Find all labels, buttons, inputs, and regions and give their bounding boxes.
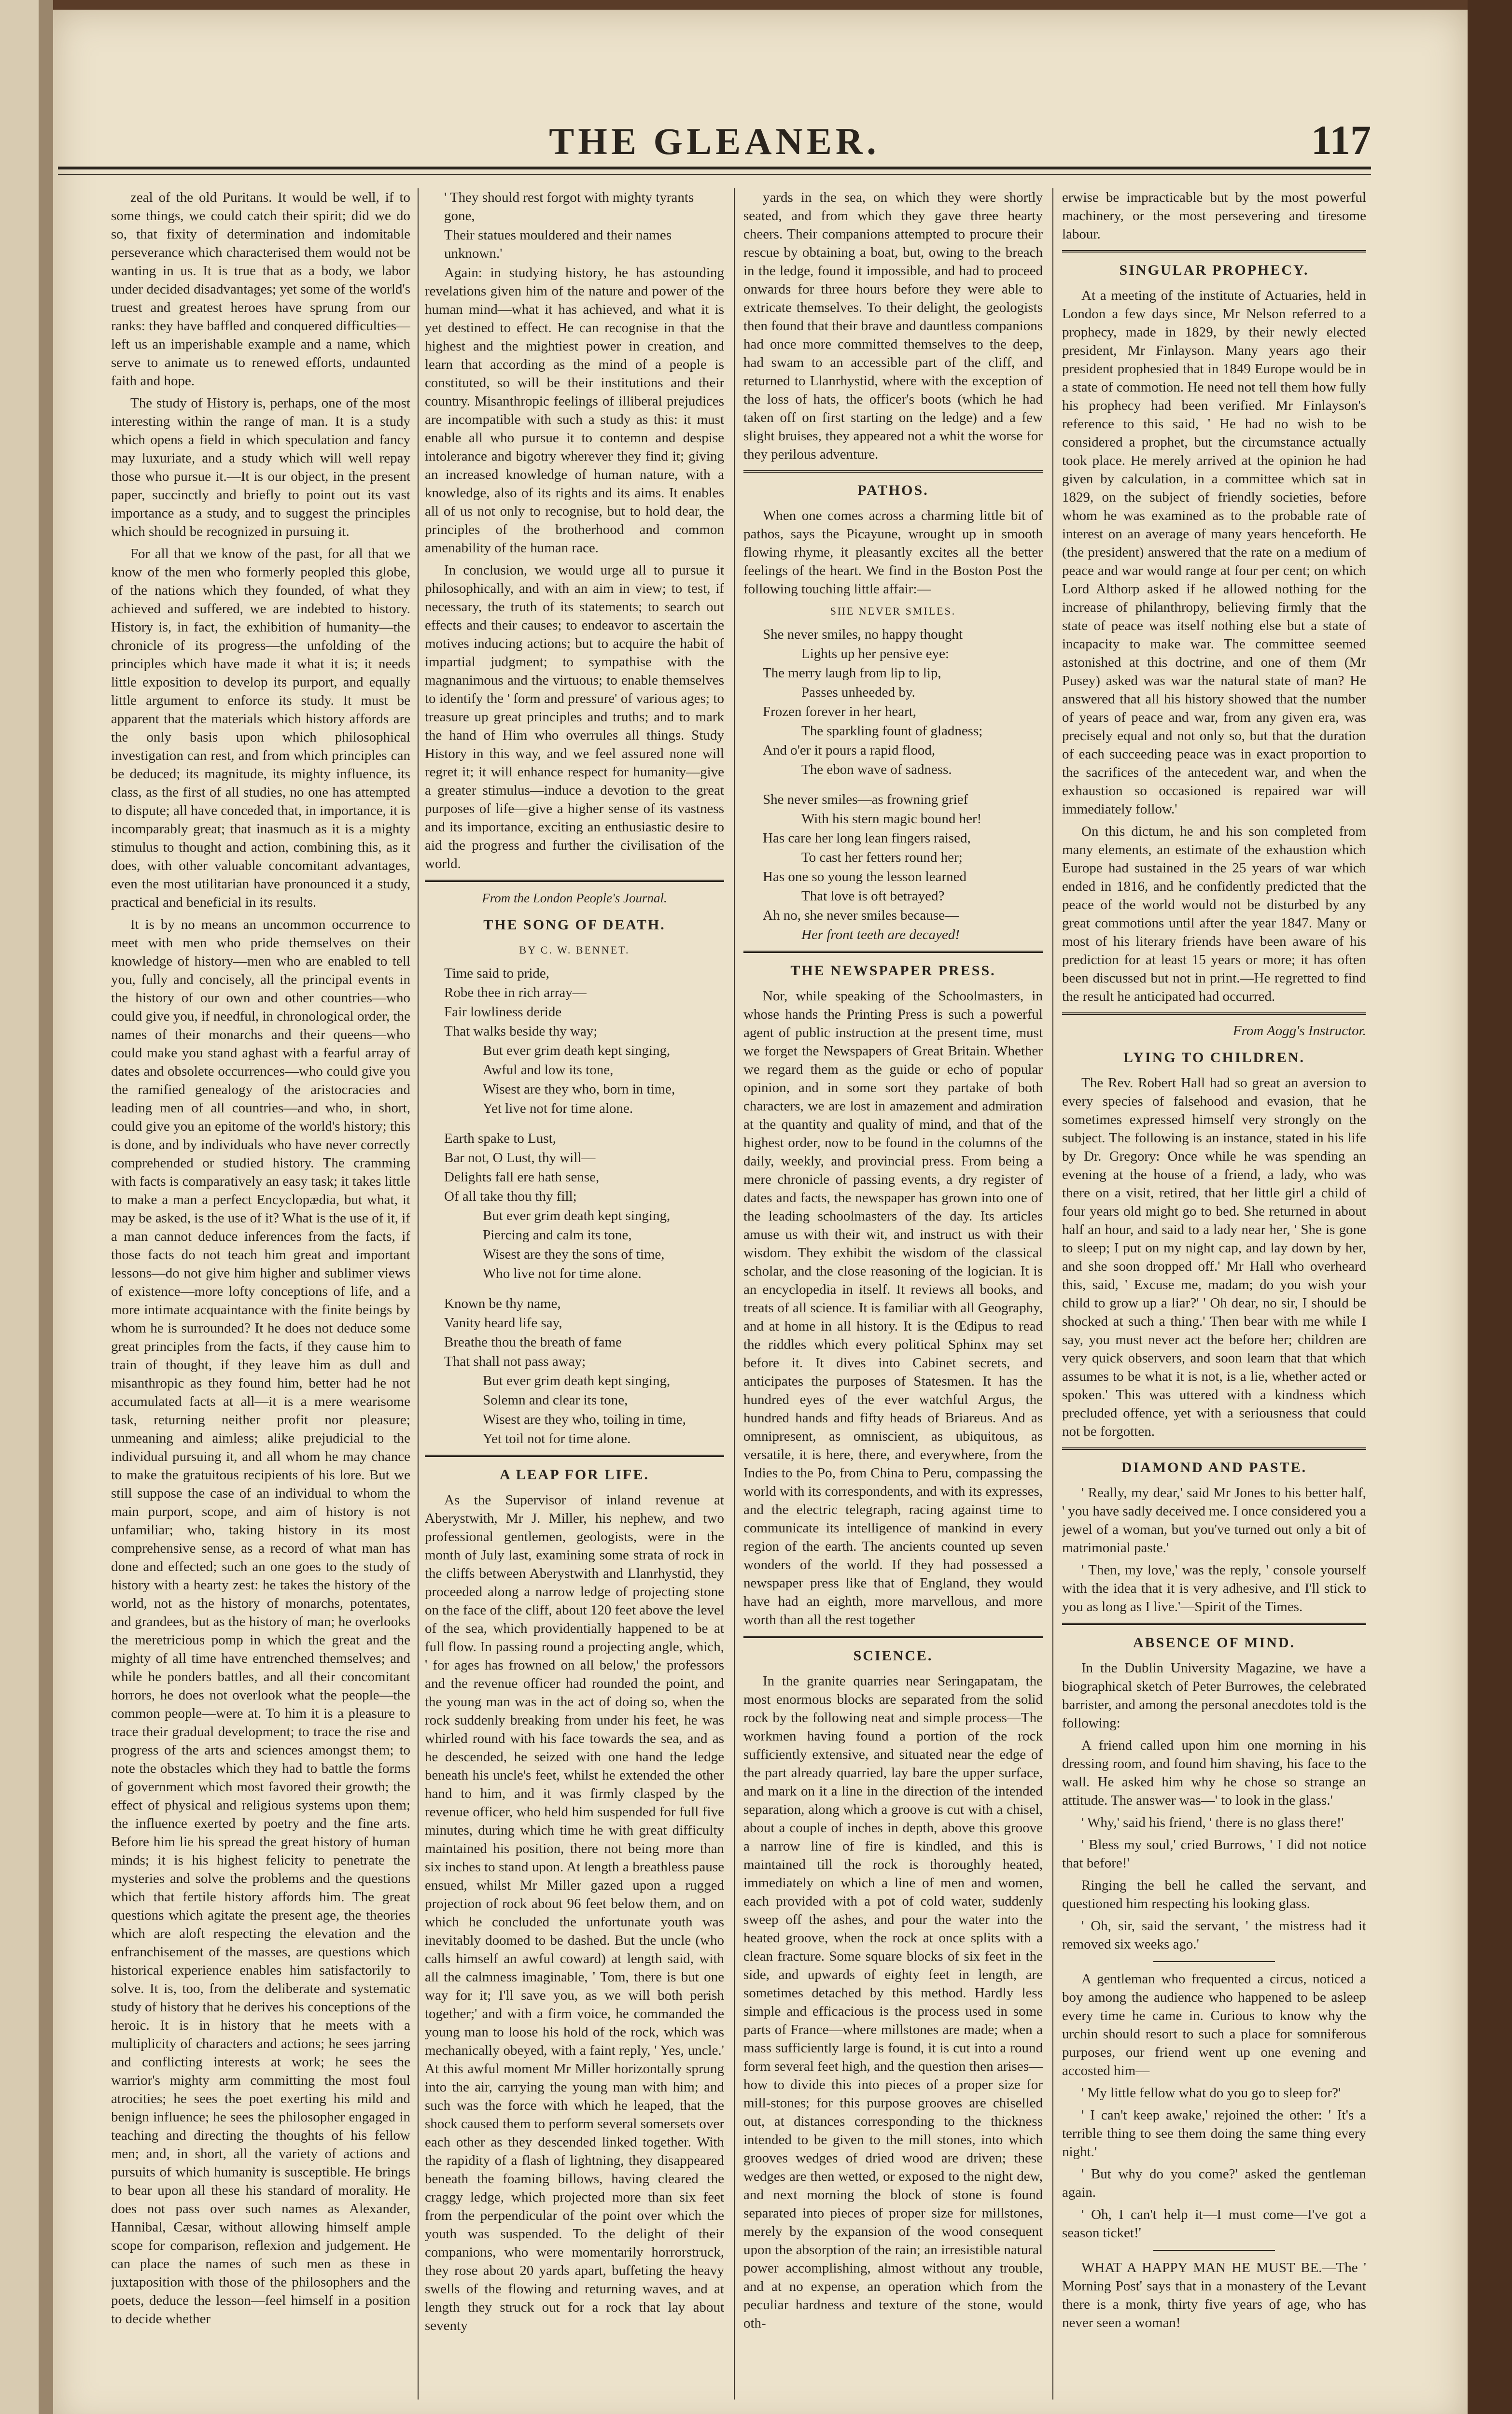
poem-line: Time said to pride, [444,966,550,981]
column-divider [1052,188,1053,2400]
paragraph: yards in the sea, on which they were shortly seated, and from which they gave three hearty cheers. Their companions attempted to procure their rescue by obtaining a boat, but, owing to the breach in the ledge, found it impossible, and had to proceed onwards for three hours before they were able to extricate themselves. To their delight, the geologists then found that their brave and dauntless companions had once more committed themselves to the deep, had swam to an accessible part of the cliff, and returned to Llanrhystid, where with the exception of the loss of hats, the officer's boots (which he had taken off on first starting on the ledge) and a few slight bruises, they appeared not a whit the worse for they perilous adventure. [743,190,1043,462]
poem-line: Has care her long lean fingers raised, [763,830,971,846]
poem-line: Known be thy name, [444,1296,561,1311]
paragraph: Again: in studying history, he has astounding revelations given him of the nature and power of the human mind—what it has achieved, and what it is yet destined to effect. He can recognise in that the highest and the mightiest power in creation, and learn that according as the mind of a people is constituted, so will be their institutions and their country. Misanthropic feelings of illiberal prejudices are incompatible with such a study as this: it must enable all who pursue it to contemn and despise intolerance and bigotry wherever they find it; giving an increased knowledge of human nature, with a knowledge, also of its rights and its aims. It enables all of us not only to recognise, but to hold dear, the principles of the brotherhood and common amenability of the human race. [425,265,724,556]
paragraph: It is by no means an uncommon occurrence to meet with men who pride themselves on their knowledge of history—men who are enabled to tell you, fully and concisely, all the principal events in the history of our own and other countries—who could give you, if needful, in chronological order, the names of their monarchs and their queens—who could make you stand aghast with a fearful array of dates and obsolete occurrences—who could give you the ramified genealogy of the aristocracies and leading men of all countries—and who, in short, could give you an epitome of the world's history; this is done, and by individuals who have never correctly comprehended or studied history. The cramming with facts is comparatively an easy task; it takes little to make a man a perfect Encyclopædia, but what, it may be asked, is the use of it? What is the use of it, if a man cannot deduce inferences from the facts, if those facts do not teach him great and important lessons—do not give him higher and sublimer views of existence—more lofty conceptions of life, and a more intimate acquaintance with the finite beings by whom he is surrounded? It he does not deduce some great principles from the facts, if they cause him to train of thought, if they leave him as dull and misanthropic as they found him, better had he not accumulated facts at all—it is a mere wearisome task, returning neither profit nor pleasure; unmeaning and aimless; alike prejudicial to the individual pursuing it, and all whom he may chance to make the gratuitous recipients of his lore. But we still suppose the case of an individual to whom the main purport, scope, and aim of history is not unfamiliar; who, taking history in its most comprehensive sense, as a record of what man has done and effected; such an one goes to the study of history with a hearty zest: he takes the history of the world, not as the history of monarchs, potentates, and grandees, but as the history of man; he overlooks the meretricious pomp in which the great and the mighty of all time have entrenched themselves; and while he ponders battles, and all their concomitant horrors, he does not overlook what the people—the common people—were at. To him it is a pleasure to trace their gradual development; to trace the rise and progress of the arts and sciences amongst them; to note the obstacles which they had to battle the forms of government which most favored their growth; the effect of physical and religious systems upon them; the influence exerted by poetry and the fine arts. Before him lie his spread the great history of human minds; it is his highest felicity to penetrate the mysteries and solve the problems and the questions which that fertile history affords him. The great questions which agitate the present age, the theories which are aloft respecting the elevation and the enfranchisement of the masses, are questions which historical experience enables him satisfactorily to solve. It is, too, from the deliberate and systematic study of history that he derives his conceptions of the heroic. It is in history that he meets with a multiplicity of characters and actions; he sees jarring and conflicting interests at work; he sees the warrior's mighty arm committing the most foul atrocities; he sees the poet exerting his mild and benign influence; he sees the philosopher engaged in teaching and directing the thoughts of his fellow men; and, in short, all the variety of actions and pursuits of which humanity is susceptible. He brings to bear upon all these his standard of morality. He does not pass over such names as Alexander, Hannibal, Cæsar, without allowing himself ample scope for comparison, reflexion and judgement. He can place the names of such men as these in juxtaposition with those of the philosophers and the poets, deduce the lesson—feel himself in a position to decide whether [111,917,410,2327]
paragraph: A friend called upon him one morning in his dressing room, and found him shaving, his face to the wall. He asked him why he chose so strange an attitude. The answer was—' to look in the glass.' [1062,1738,1366,1808]
poem-line: But ever grim death kept singing, [483,1373,671,1389]
poem-line: Bar not, O Lust, thy will— [444,1150,596,1165]
stanza-gap [425,1284,724,1294]
byline: BY C. W. BENNET. [519,944,630,956]
paragraph: In the granite quarries near Seringapatam, the most enormous blocks are separated from the solid rock by the following neat and simple process—The workmen having found a portion of the rock sufficiently extensive, and situated near the edge of the part already quarried, lay bare the upper surface, and mark on it a line in the direction of the intended separation, along which a groove is cut with a chisel, about a couple of inches in depth, above this groove a narrow line of fire is kindled, and this is maintained till the rock is thoroughly heated, immediately on which a line of men and women, each provided with a pot of cold water, suddenly sweep off the ashes, and pour the water into the heated groove, when the rock at once splits with a clean fracture. Some square blocks of six feet in the side, and upwards of eighty feet in length, are sometimes detached by this method. Hardly less simple and efficacious is the process used in some parts of France—where millstones are made; when a mass sufficiently large is found, it is cut into a round form several feet high, and the question then arises—how to divide this into pieces of a proper size for mill-stones; for this purpose grooves are chiselled out, at distances corresponding to the thickness intended to be given to the mill stones, into which grooves wedges of dried wood are driven; these wedges are then wetted, or exposed to the night dew, and next morning the block of stone is found separated into pieces of proper size for millstones, merely by the expansion of the wood consequent upon the absorption of the rain; an irresistible natural power accomplishing, almost without any trouble, and at no expense, an operation which from the peculiar hardness and texture of the stone, would oth- [743,1673,1043,2331]
paragraph: Ringing the bell he called the servant, and questioned him respecting his looking glass. [1062,1878,1366,1911]
paragraph: At a meeting of the institute of Actuaries, held in London a few days since, Mr Nelson referred to a prophecy, made in 1829, by their newly elected president, Mr Finlayson. Many years ago their president prophesied that in 1849 Europe would be in a state of commotion. He need not tell them how fully his prophecy had been verified. Mr Finlayson's reference to this said, ' He had no wish to be considered a prophet, but the circumstance actually took place. He merely arrived at the opinion he had given by calculation, in a committee which sat in 1829, on the subject of friendly societies, before whom he was examined as to the probable rate of interest on an average of many years henceforth. He (the president) answered that the rate on a medium of peace and war would range at four per cent; on which Lord Althorp asked if he allowed nothing for the increase of philanthropy, believing firmly that the state of peace was itself nothing else but a state of incapacity to make war. The committee seemed astonished at this doctrine, and one of them (Mr Pusey) asked was war the natural state of man? He answered that all his history showed that the number of years of peace and war, from any given era, was precisely equal and not only so, but that the duration of each succeeding peace was in exact proportion to the sacrifices of the antecedent war, and when the exhaustion so occasioned is repaired war will immediately follow.' [1062,288,1366,817]
poem-line: Frozen forever in her heart, [763,704,917,719]
quote-line: Their statues mouldered and their names unknown.' [444,227,672,261]
paragraph: ' Oh, I can't help it—I must come—I've got a season ticket!' [1062,2207,1366,2241]
paragraph: ' I can't keep awake,' rejoined the other: ' It's a terrible thing to see them doing the same thing every night.' [1062,2107,1366,2160]
short-rule [1153,2250,1275,2251]
column-2 [425,188,724,2400]
poem-line: Who live not for time alone. [483,1266,642,1281]
poem-line: With his stern magic bound her! [801,811,982,827]
poem-line: That shall not pass away; [444,1354,586,1369]
poem-line: Lights up her pensive eye: [801,646,950,661]
poem-line: Breathe thou the breath of fame [444,1334,622,1350]
poem-line: Ah no, she never smiles because— [763,908,959,923]
poem-song-of-death [425,964,724,1448]
poem-line: She never smiles—as frowning grief [763,792,968,807]
poem-line: Solemn and clear its tone, [483,1392,628,1408]
poem-line: The sparkling fount of gladness; [801,723,983,739]
poem-line: But ever grim death kept singing, [483,1208,671,1223]
headline-science: SCIENCE. [853,1648,933,1664]
short-rule [1153,1961,1275,1962]
section-rule [743,951,1043,953]
paragraph: ' Bless my soul,' cried Burrows, ' I did not notice that before!' [1062,1837,1366,1871]
section-rule [1062,1012,1366,1015]
poem-line: Her front teeth are decayed! [801,927,960,942]
poem-line: She never smiles, no happy thought [763,627,963,642]
headline-diamond-and-paste: DIAMOND AND PASTE. [1121,1460,1307,1475]
section-rule [425,880,724,882]
poem-line: The merry laugh from lip to lip, [763,665,941,681]
poem-line: Robe thee in rich array— [444,985,587,1000]
poem-line: Wisest are they who, toiling in time, [483,1412,686,1427]
column-3 [743,188,1043,2400]
section-rule [743,1636,1043,1638]
poem-line: Passes unheeded by. [801,685,915,700]
poem-she-never-smiles [743,625,1043,944]
paragraph: WHAT A HAPPY MAN HE MUST BE.—The ' Morning Post' says that in a monastery of the Levant there is a monk, thirty five years of age, who has never seen a woman! [1062,2260,1366,2330]
book-gutter [39,0,53,2414]
column-divider [418,188,419,2400]
paragraph: The study of History is, perhaps, one of the most interesting within the range of man. It is a study which opens a field in which speculation and fancy may luxuriate, and a study which will well repay those who pursue it.—It is our object, in the present paper, succinctly and briefly to point out its vast importance as a study, and to suggest the principles which should be recognized in pursuing it. [111,395,410,539]
section-rule [1062,1447,1366,1450]
column-divider [734,188,735,2400]
poem-line: That walks beside thy way; [444,1024,598,1039]
paragraph: On this dictum, he and his son completed from many elements, an estimate of the exhaustion which Europe had sustained in the 25 years of war which ended in 1816, and he confidently predicted that the peace of the world would not be disturbed by any great commotions until after the year 1847. Many or most of his literary friends have been aware of his prediction for at least 15 years or more; it has often been discussed but not in print.—He regretted to find the result he anticipated had occurred. [1062,824,1366,1004]
quote-line: ' They should rest forgot with mighty tyrants gone, [444,190,694,224]
section-rule [743,470,1043,473]
newspaper-title: THE GLEANER. [549,120,880,162]
paragraph: A gentleman who frequented a circus, noticed a boy among the audience who happened to be asleep every time he came in. Curious to know why the urchin should resort to such a place for somniferous purposes, our friend went up one evening and accosted him— [1062,1971,1366,2078]
poem-line: Yet live not for time alone. [483,1101,633,1116]
poem-line: Wisest are they the sons of time, [483,1247,665,1262]
section-rule [425,1455,724,1457]
headline-singular-prophecy: SINGULAR PROPHECY. [1119,262,1309,278]
paragraph: When one comes across a charming little bit of pathos, says the Picayune, wrought up in smooth flowing rhyme, it pleasantly excites all the better feelings of the heart. We find in the Boston Post the following touching little affair:— [743,508,1043,597]
poem-line: Piercing and calm its tone, [483,1227,632,1243]
paragraph: ' My little fellow what do you go to sleep for?' [1081,2085,1341,2101]
poem-line: Has one so young the lesson learned [763,869,967,884]
paragraph: ' Really, my dear,' said Mr Jones to his better half, ' you have sadly deceived me. I once considered you a jewel of a woman, but you've turned out only a bit of matrimonial paste.' [1062,1485,1366,1556]
masthead-rule [58,167,1371,175]
poem-line: And o'er it pours a rapid flood, [763,743,936,758]
column-1 [111,188,410,2400]
poem-line: To cast her fetters round her; [801,850,963,865]
paragraph: As the Supervisor of inland revenue at Aberystwith, Mr J. Miller, his nephew, and two professional gentlemen, geologists, were in the month of July last, examining some strata of rock in the cliffs between Aberystwith and Llanrhystid, they proceeded along a narrow ledge of projecting stone on the face of the cliff, about 120 feet above the level of the sea, which providentially happened to be at full flow. In passing round a projecting angle, which, ' for ages has frowned on all below,' the professors and the revenue officer had rounded the point, and the young man was in the act of doing so, when the rock suddenly breaking from under his feet, he was whirled round with his face towards the sea, and as he descended, he seized with one hand the ledge beneath his uncle's feet, whilst he extended the other hand to him, and it was firmly clasped by the revenue officer, who held him suspended for full five minutes, during which time he with great difficulty maintained his position, there not being more than six inches to stand upon. At length a breathless pause ensued, whilst Mr Miller gazed upon a rugged projection of rock about 96 feet below them, and on which he concluded the unfortunate youth was inevitably doomed to be dashed. But the uncle (who calls himself an awful coward) at length said, with all the calmness imaginable, ' Tom, there is but one way for it; I'll save you, as we will both perish together;' and with a firm voice, he commanded the young man to loose his hold of the rock, which was mechanically obeyed, with a faint reply, ' Yes, uncle.' At this awful moment Mr Miller horizontally sprung into the air, carrying the young man with him; and such was the force with which he leaped, that the shock caused them to perform several somersets over each other as they descended linked together. With the rapidity of a flash of lightning, they disappeared beneath the foaming billows, having cleared the craggy ledge, which projected more than six feet from the perpendicular of the point over which the youth was suspended. To the delight of their companions, who were momentarily horrorstruck, they rose about 20 yards apart, buffeting the heavy swells of the flowing and returning waves, and at length they struck out for a rock that lay about seventy [425,1492,724,2333]
paragraph: ' Then, my love,' was the reply, ' console yourself with the idea that it is very adhesive, and I'll stick to you as long as I live.'—Spirit of the Times. [1062,1562,1366,1614]
poem-line: Of all take thou thy fill; [444,1189,577,1204]
paragraph: In the Dublin University Magazine, we have a biographical sketch of Peter Burrowes, the celebrated barrister, and among the personal anecdotes told is the following: [1062,1660,1366,1731]
poem-line: That love is oft betrayed? [801,888,945,904]
paragraph: zeal of the old Puritans. It would be well, if to some things, we could catch their spirit; did we do so, that fixity of determination and indomitable perseverance which characterised them would not be wanting in us. It is true that as a body, we labor under decided disadvantages; yet some of the world's truest and greatest heroes have sprung from our ranks: they have baffled and conquered difficulties—left us an imperishable example and a name, which serve to animate us to renewed efforts, undaunted faith and hope. [111,190,410,389]
page-number: 117 [1311,117,1371,163]
headline-pathos: PATHOS. [857,482,929,498]
headline-newspaper-press: THE NEWSPAPER PRESS. [790,963,996,979]
poem-line: Earth spake to Lust, [444,1131,556,1146]
poem-line: The ebon wave of sadness. [801,762,952,777]
paragraph: Nor, while speaking of the Schoolmasters, in whose hands the Printing Press is such a powerful agent of public instruction at the present time, must we forget the Newspapers of Great Britain. Whether we regard them as the guide or echo of popular opinion, and in some sort they partake of both characters, we are lost in amazement and admiration at the quantity and quality of mind, and that of the highest order, now to be found in the columns of the daily, weekly, and provincial press. From being a mere chronicle of passing events, a dry register of dates and facts, the newspaper has grown into one of the leading schoolmasters of the day. Its articles amuse us with their wit, and instruct us with their wisdom. They exhibit the wisdom of the classical scholar, and the close reasoning of the logician. It is an encyclopedia in itself. It reviews all books, and treats of all science. It is familiar with all Geography, and at home in all history. It is the Œdipus to read the riddles which every political Sphinx may set before it. It dives into Cabinet secrets, and anticipates the purposes of Statesmen. It has the hundred eyes of the ever watchful Argus, the hundred hands and fifty heads of Briareus. And as omnipresent, as omniscient, as ubiquitous, as versatile, it is here, there, and everywhere, from the Indies to the Po, from China to Peru, compassing the world with its correspondents, and with its expresses, and the electric telegraph, racing against time to communicate its intelligence of mankind in every region of the earth. The ancients counted up seven wonders of the world. If they had possessed a newspaper press like that of England, they would have had an eighth, more marvellous, and more worth than all the rest together [743,988,1043,1628]
paragraph: ' But why do you come?' asked the gentleman again. [1062,2166,1366,2200]
column-4 [1062,188,1366,2400]
binding-edge [1468,0,1512,2414]
poem-title: SHE NEVER SMILES. [830,605,956,617]
section-rule [1062,1623,1366,1625]
poem-line: Vanity heard life say, [444,1315,562,1331]
poem-line: Fair lowliness deride [444,1004,562,1020]
paragraph: The Rev. Robert Hall had so great an aversion to every species of falsehood and evasion, that he sometimes expressed himself very strongly on the subject. The following is an instance, stated in his life by Dr. Gregory: Once while he was spending an evening at the house of a friend, a lady, who was there on a visit, retired, that her little girl a child of four years old might go to bed. She returned in about half an hour, and said to a lady near her, ' She is gone to sleep; I put on my night cap, and lay down by her, and she soon dropped off.' Mr Hall who overheard this, said, ' Excuse me, madam; do you wish your child to grow up a liar?' ' Oh dear, no sir, I should be shocked at such a thing.' Then bear with me while I say, you must never act the before her; children are very quick observers, and soon learn that that which assumes to be what it is not, is a lie, whether acted or spoken.' This was uttered with a kindness which precluded offence, yet with a seriousness that could not be forgotten. [1062,1075,1366,1439]
headline-lying-to-children: LYING TO CHILDREN. [1123,1050,1305,1066]
stanza-gap [425,1119,724,1129]
headline-absence-of-mind: ABSENCE OF MIND. [1133,1635,1296,1651]
headline-song-of-death: THE SONG OF DEATH. [483,917,666,933]
article-credit: From Aogg's Instructor. [1232,1023,1366,1039]
paragraph: ' Why,' said his friend, ' there is no glass there!' [1081,1815,1344,1830]
poem-line: Delights fall ere hath sense, [444,1169,600,1185]
headline-leap-for-life: A LEAP FOR LIFE. [500,1467,649,1483]
paragraph: For all that we know of the past, for all that we know of the men who formerly peopled this globe, of the nations which they founded, of what they achieved and suffered, we are indebted to history. History is, in fact, the exhibition of humanity—the chronicle of its progress—the unfolding of the principles which have made it what it is; it needs little exposition to develop its purport, and equally little argument to enforce its study. It must be apparent that the materials which history affords are the only basis upon which philosophical investigation can rest, and from which principles can be deduced; its magnitude, its mighty influence, its class, as the first of all studies, no one has attempted to dispute; all have conceded that, in importance, it is incomparably great; that inasmuch as it is a mighty stimulus to thought and action, combining this, as it does, with other valuable concomitant advantages, even the most utilitarian have pronounced it a study, practical and beneficial in its results. [111,546,410,910]
stanza-gap [743,780,1043,790]
poem-line: Awful and low its tone, [483,1062,614,1078]
poem-line: Yet toil not for time alone. [483,1431,631,1446]
article-credit: From the London People's Journal. [482,891,667,905]
poem-line: But ever grim death kept singing, [483,1043,671,1058]
masthead [58,111,1371,164]
paragraph: ' Oh, sir, said the servant, ' the mistress had it removed six weeks ago.' [1062,1918,1366,1952]
poem-line: Wisest are they who, born in time, [483,1081,675,1097]
previous-page-edge [0,0,39,2414]
paragraph: erwise be impracticable but by the most powerful machinery, or the most persevering and tiresome labour. [1062,190,1366,242]
section-rule [1062,250,1366,253]
paragraph: In conclusion, we would urge all to pursue it philosophically, and with an aim in view; to test, if necessary, the truth of its statements; to search out effects and their causes; to endeavor to ascertain the motives inducing actions; but to acquire the habit of impartial judgment; to sympathise with the magnanimous and the virtuous; to enable themselves to identify the ' form and pressure' of various ages; to treasure up great principles and truths; and to mark the hand of Him who overrules all things. Study History in this way, and we feel assured none will regret it; it will enhance respect for humanity—give a greater stimulus—induce a devotion to the great purposes of life—give a higher sense of its vastness and its importance, exciting an enthusiastic desire to aid the progress and further the civilisation of the world. [425,562,724,871]
